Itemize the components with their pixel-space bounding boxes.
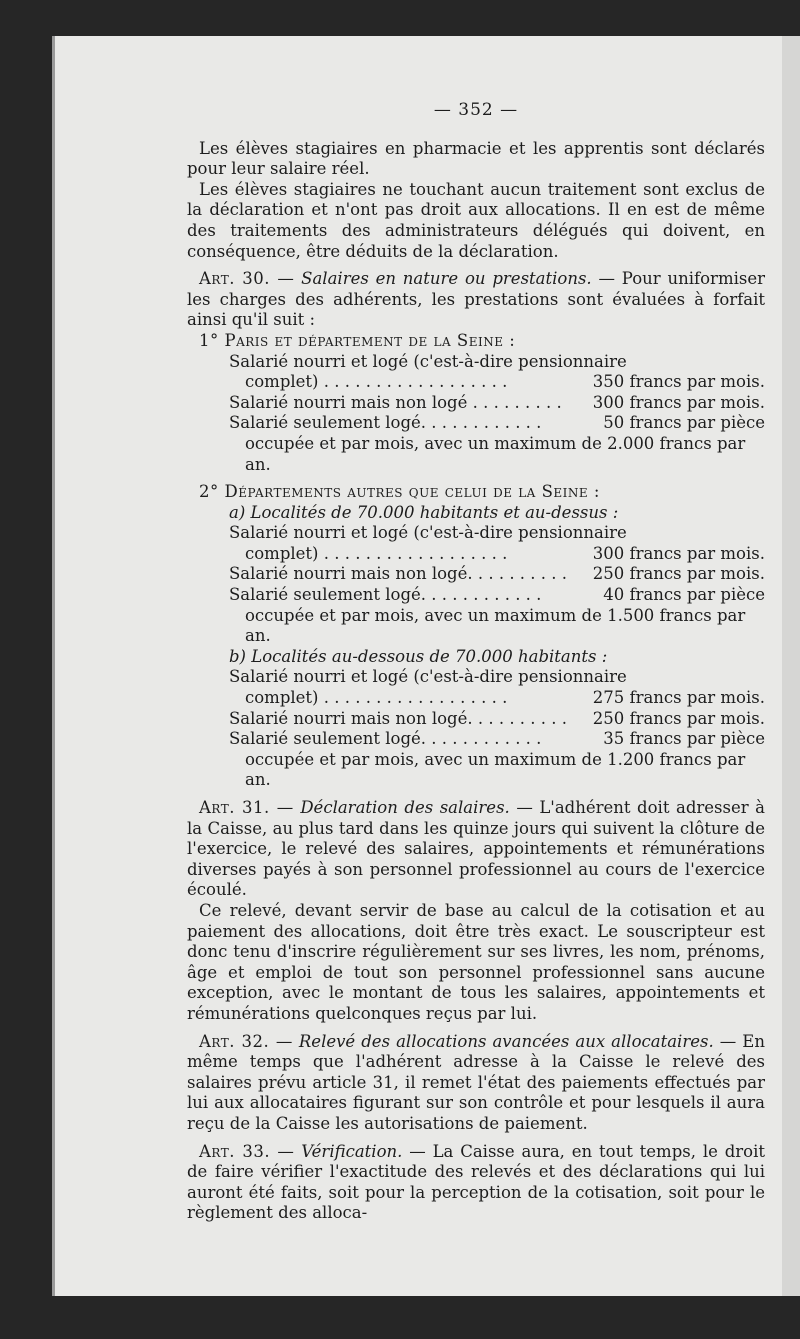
rate-label: Salarié seulement logé. . . . . . . . . . . . <box>229 729 542 749</box>
rate-value: 300 francs par mois. <box>592 543 765 563</box>
subsection-b-heading: b) Localités au-dessous de 70.000 habitants : <box>229 646 608 666</box>
rate-row <box>201 393 765 414</box>
article-33 <box>187 1142 765 1224</box>
article-title: Relevé des allocations avancées aux allocataires. <box>298 1031 714 1051</box>
article-31-paragraph-2: Ce relevé, devant servir de base au calcul de la cotisation et au paiement des allocations, doit être très exact. Le souscripteur est donc tenu d'inscrire régulièrement sur ses livres, les nom, prénoms, âge et emploi de tout son personnel professionnel sans aucune exception, avec le montant de tous les salaires, appointements et rémunérations quelconques reçus par lui. <box>187 900 765 1023</box>
rate-value: 40 francs par pièce <box>603 585 765 605</box>
rate-value: 300 francs par mois. <box>592 392 765 412</box>
rate-label: Salarié seulement logé. . . . . . . . . . . . <box>229 413 542 433</box>
rate-label: Salarié nourri et logé (c'est-à-dire pensionnaire <box>229 667 627 687</box>
article-title: Déclaration des salaires. <box>300 798 510 817</box>
page-text <box>187 100 765 1224</box>
rate-label: complet) . . . . . . . . . . . . . . . . . . <box>245 372 508 392</box>
rate-row <box>201 688 765 709</box>
rate-value: 50 francs par pièce <box>603 413 765 433</box>
rate-row <box>201 729 765 750</box>
article-32 <box>187 1032 765 1135</box>
article-text: — La Caisse aura, en tout temps, le droit de faire vérifier l'exactitude des relevés et des déclarations qui lui auront été faits, soit pour la perception de la cotisation, soit pour le règlement des alloca- <box>187 1141 765 1223</box>
article-number: Art. 30. — <box>199 269 295 289</box>
paris-rates <box>187 352 765 476</box>
rate-label: Salarié nourri mais non logé. . . . . . . . . . <box>229 708 568 728</box>
rate-value: 275 francs par mois. <box>592 688 765 708</box>
article-number: Art. 33. — <box>199 1141 295 1161</box>
article-title: Vérification. <box>301 1141 403 1161</box>
rate-label: Salarié nourri et logé (c'est-à-dire pensionnaire <box>229 523 627 543</box>
section-departements-heading: 2° Départements autres que celui de la Seine : <box>199 482 600 502</box>
rate-row <box>201 564 765 585</box>
paragraph-stagiaires: Les élèves stagiaires en pharmacie et les apprentis sont déclarés pour leur salaire réel. <box>187 138 765 179</box>
page-number: — 352 — <box>433 100 519 120</box>
rate-row <box>201 709 765 730</box>
rate-value: 250 francs par mois. <box>592 708 765 728</box>
rate-value: 250 francs par mois. <box>592 564 765 584</box>
rate-label: complet) . . . . . . . . . . . . . . . . . . <box>245 688 508 708</box>
article-title: Salaires en nature ou prestations. <box>301 269 592 289</box>
rate-note: occupée et par mois, avec un maximum de 1.200 francs par an. <box>245 749 746 790</box>
article-31 <box>187 798 765 901</box>
subsection-a-heading: a) Localités de 70.000 habitants et au-dessus : <box>229 502 619 522</box>
departements-rates <box>187 503 765 791</box>
article-30 <box>187 269 765 331</box>
rate-label: Salarié nourri et logé (c'est-à-dire pensionnaire <box>229 351 627 371</box>
rate-value: 350 francs par mois. <box>592 372 765 392</box>
rate-row <box>201 585 765 606</box>
rate-row <box>201 372 765 393</box>
rate-value: 35 francs par pièce <box>603 729 765 749</box>
article-text: — Pour uniformiser les charges des adhérents, les prestations sont évaluées à forfait ainsi qu'il suit : <box>187 269 765 330</box>
article-number: Art. 32. — <box>199 1031 293 1051</box>
rate-note: occupée et par mois, avec un maximum de 1.500 francs par an. <box>245 605 746 646</box>
article-number: Art. 31. — <box>199 798 294 817</box>
rate-label: Salarié seulement logé. . . . . . . . . . . . <box>229 585 542 605</box>
rate-note: occupée et par mois, avec un maximum de 2.000 francs par an. <box>245 433 746 474</box>
rate-label: Salarié nourri mais non logé. . . . . . . . . . <box>229 564 568 584</box>
article-text: — L'adhérent doit adresser à la Caisse, au plus tard dans les quinze jours qui suivent la clôture de l'exercice, le relevé des salaires, appointements et rémunérations diverses payés à son personnel professionnel au cours de l'exercice écoulé. <box>187 798 765 900</box>
article-text: — En même temps que l'adhérent adresse à la Caisse le relevé des salaires prévu article 31, il remet l'état des paiements effectués par lui aux allocataires figurant sur son contrôle et pour lesquels il aura reçu de la Caisse les autorisations de paiement. <box>187 1031 765 1133</box>
paragraph-exclusions: Les élèves stagiaires ne touchant aucun traitement sont exclus de la déclaration et n'ont pas droit aux allocations. Il en est de même des traitements des administrateurs délégués qui doivent, en conséquence, être déduits de la déclaration. <box>187 179 765 261</box>
section-paris-heading: 1° Paris et département de la Seine : <box>199 330 516 350</box>
rate-label: Salarié nourri mais non logé . . . . . . . . . <box>229 392 562 412</box>
rate-label: complet) . . . . . . . . . . . . . . . . . . <box>245 543 508 563</box>
rate-row <box>201 544 765 565</box>
facing-page-edge <box>782 36 800 1296</box>
rate-row <box>201 413 765 434</box>
